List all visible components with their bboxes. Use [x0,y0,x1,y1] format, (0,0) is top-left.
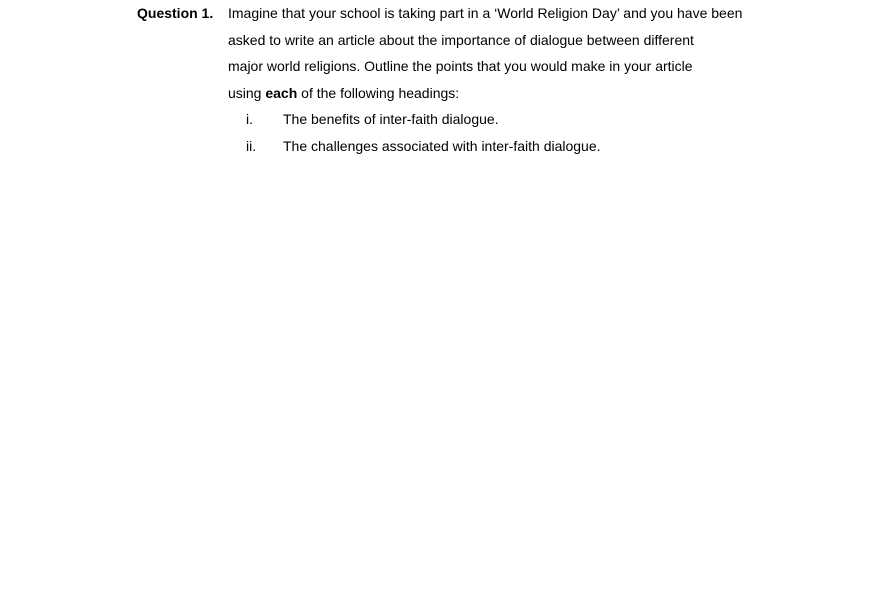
question-label: Question 1. [137,5,214,21]
question-text-line-4-post: of the following headings: [297,84,460,101]
question-body [228,4,768,163]
heading-list-item [228,110,768,137]
question-text-line-4 [228,84,768,111]
emphasis-each: each [265,84,298,101]
list-marker: ii. [246,137,257,154]
question-text-line-3: major world religions. Outline the points that you would make in your article [228,58,693,74]
heading-list-item [228,137,768,164]
list-marker: i. [246,111,253,127]
question-text-line-2: asked to write an article about the importance of dialogue between different [228,31,694,48]
list-item-text: The benefits of inter-faith dialogue. [283,111,499,127]
question-text-line-1: Imagine that your school is taking part in a ‘World Religion Day’ and you have been [228,5,743,21]
list-item-text: The challenges associated with inter-faith dialogue. [283,137,601,154]
question-text-line-4-pre: using [228,84,266,101]
